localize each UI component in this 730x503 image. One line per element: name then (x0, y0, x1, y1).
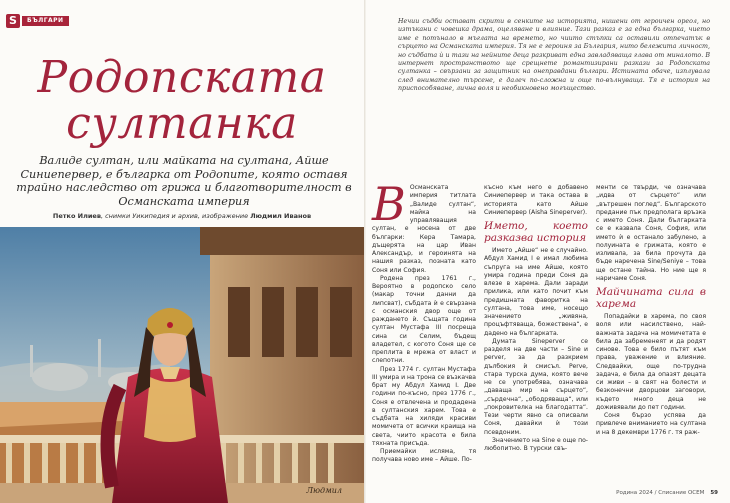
page-number: 59 (710, 490, 718, 496)
byline (0, 212, 364, 220)
drop-cap: В (372, 177, 406, 231)
byline-sep-1: , снимки (100, 212, 133, 220)
illustration-svg (0, 227, 364, 503)
byline-author: Петко Илиев (52, 212, 101, 220)
headline-line-2: султанка (66, 98, 298, 149)
col2-paragraph-1: късно към него е добавено Синиепервер и така остава в историята като Айше Синиепервер (Aisha Sineperver). (484, 184, 588, 216)
col1-paragraph-2: Родена през 1761 г., Вероятно в родопско село (макар точни данни да липсват), събдата ѝ е свързана с османския двор още от раждането ѝ. Същата година султан Мустафа III посреща сина си Селим, бъдещ владетел, с когото Соня ще се преплита в мрежа от власт и слепотни. (372, 274, 476, 365)
intro-paragraph: Нечии съдби остават скрити в сенките на историята, нишени от героичен ореол, но изтъкани с човешка драма, оцеляване и влияние. Тази разказ е за една българка, чието име е потънало в мъглата на времето, но чиито стъпки са оставили отпечатък в сърцето на Османската империя. Тя не е героиня за България, нито бележита личност, но съдбата ѝ и тази на нейните деца разкриват една завладяваща глава от миналото. В интернет пространството ще срещнете романтизирани разкази за Родопската султанка – свързани за защитник на онеправдани българи. Истината обаче, изплувала след внимателно търсене, е далеч по-сложна и още по-вълнуваща. Тя е история на приспособяване, лична воля и необикновено могъщество. (398, 18, 710, 93)
section-logo-icon: S (6, 14, 20, 28)
headline-line-1: Родопската (37, 52, 327, 103)
artist-signature: Людмил (306, 486, 342, 495)
col1-paragraph-3: През 1774 г. султан Мустафа III умира и на трона се възкачва брат му Абдул Хамид I. Две години по-късно, през 1776 г., Соня е отвлечена и продадена в султанския харем. Това е съдбата на хиляди красиви момичета от всички краища на света, чиито красота е била тяхната присъда. (372, 365, 476, 447)
section-tag (6, 14, 69, 28)
deck-subheading: Валиде султан, или майката на султана, Айше Синиепервер, е българка от Родопите, която оставя трайно наследство от грижа и благотворителност в Османската империя (16, 154, 352, 208)
column-3 (596, 184, 706, 437)
col2-paragraph-3: Думата Sineperver се разделя на две части – Sine и perver, за да разкрием дълбокия ѝ смисъл. Perve, стара турска дума, която вече не се употребява, означава „даваща мир на сърцето“, „сърдечна“, „ободряваща“, или „покровителка на благодатта“. Тези черти явно са описвали Соня, давайки ѝ този псевдоним. (484, 337, 588, 436)
column-2 (484, 184, 588, 453)
footer-issue: Родина 2024 / Списание ОСЕМ (616, 490, 705, 496)
col3-paragraph-1: менти се твърди, че означава „идва от сърцето“ или „вътрешен поглед“. Българското преданиe пък предполага връзка с името Соня. Дали българката се е казвала Соня, София, или името ѝ е останало забулено, а полуината е грижата, която е изливала, за била прочута да бъде наречена Sine/Seniye – това ще остане тайна. Но ние ще я наричаме Соня. (596, 184, 706, 282)
col3-subheading: Майчината сила в харема (596, 286, 706, 310)
col1-paragraph-4: Приемайки исляма, тя получава ново име – Айше. По- (372, 448, 476, 464)
col2-subheading: Името, което разказва история (484, 220, 588, 244)
col3-paragraph-3: Соня бързо успява да привлече вниманието на султана и на 8 декември 1776 г. тя раж- (596, 412, 706, 436)
byline-photo: Уикипедия и архив (132, 212, 198, 220)
byline-sep-2: , изображение (197, 212, 251, 220)
spine-divider (364, 0, 366, 503)
col2-paragraph-4: Значението на Sine е още по-любопитно. В турски свъ- (484, 436, 588, 452)
illustration-sultana (0, 227, 364, 503)
section-label: БЪЛГАРИ (22, 16, 69, 26)
page-footer (616, 490, 718, 496)
col1-paragraph-1 (372, 177, 476, 275)
col2-paragraph-2: Името „Айше“ не е случайно. Абдул Хамид I е имал любима съпруга на име Айше, която умира година преди Соня да влезе в харема. Дали заради прилика, или като почит към предишната фаворитка на султана, това име, носещо значението „живяна, процъфтяваща, божествена“, е дадено на българката. (484, 247, 588, 337)
byline-illustrator: Людмил Иванов (250, 212, 312, 220)
col1-p1-text: Османската империя титлата „Валиде султан“, майка на управляващия султан, е носена от две българки: Кера Тамара, дъщерята на цар Иван Александър, и героинята на нашия разказ, позната като Соня или София. (372, 184, 476, 274)
column-1 (372, 177, 476, 465)
col3-paragraph-2: Попадайки в харема, по своя воля или насилствено, най-важната задача на момичетата е била да забременеят и да родят синове. Това е било пътят към права, уважение и влияние. Следвайки, още по-трудна задача, е била да опазят децата си живи – в свят на болести и безконечни дворцови заговори, където много деца не доживявали до пет години. (596, 313, 706, 411)
